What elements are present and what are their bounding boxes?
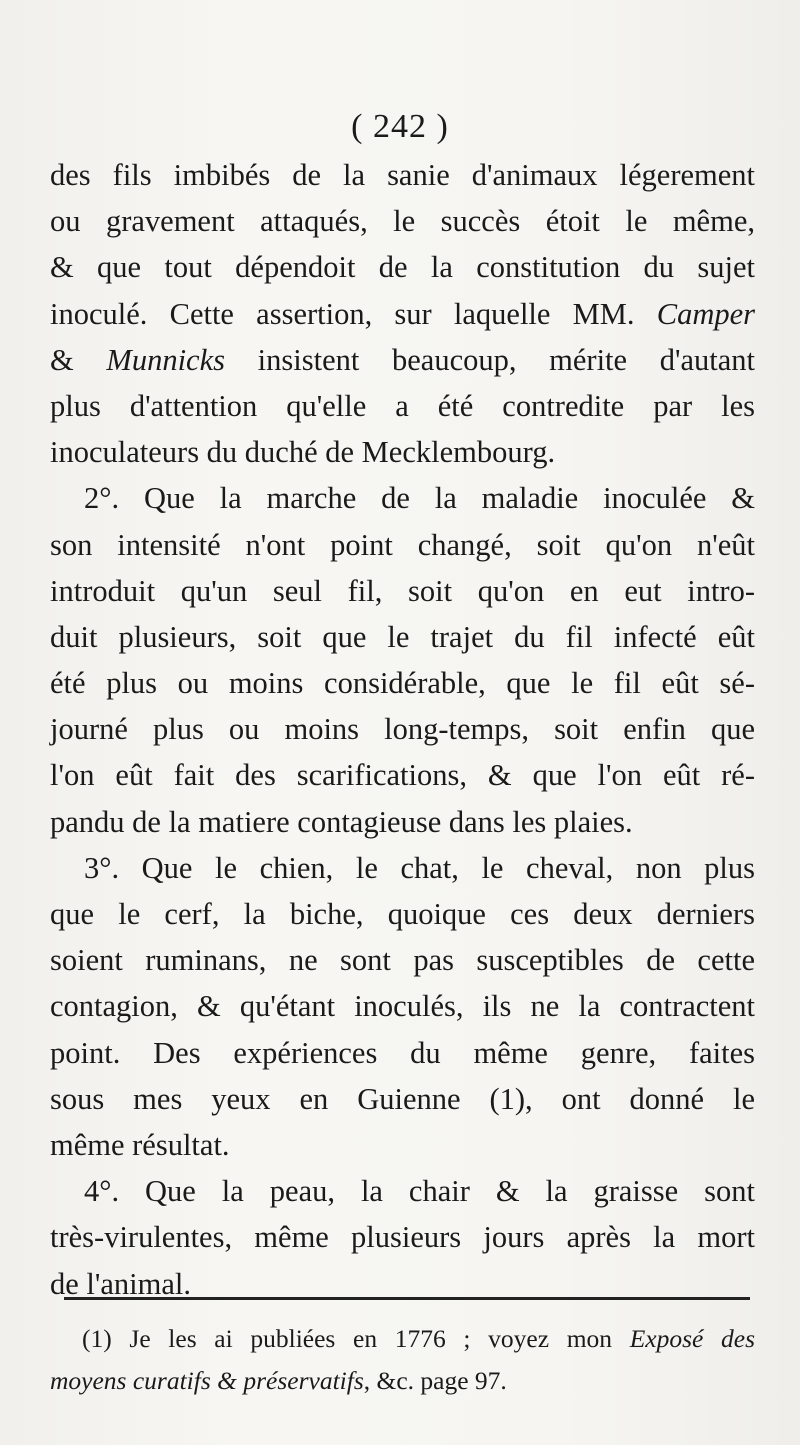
text-span: inoculé. Cette assertion, sur laquelle MM. xyxy=(50,296,635,331)
text-span: , &c. page 97. xyxy=(363,1366,507,1395)
text-line: son intensité n'ont point changé, soit qu'on n'eût xyxy=(50,527,755,562)
text-line: 4°. Que la peau, la chair & la graisse sont xyxy=(84,1174,755,1209)
footnote-rule xyxy=(64,1297,750,1300)
body-text xyxy=(50,152,755,1307)
text-line: & que tout dépendoit de la constitution du sujet xyxy=(50,250,755,285)
text-line: point. Des expériences du même genre, faites xyxy=(50,1035,755,1070)
text-span: & xyxy=(50,342,74,377)
text-span: (1) Je les ai publiées en 1776 ; voyez mon xyxy=(82,1324,613,1353)
text-line xyxy=(50,337,755,383)
paragraph-1 xyxy=(50,152,755,475)
text-line: été plus ou moins considérable, que le fil eût sé- xyxy=(50,666,755,701)
text-line: ou gravement attaqués, le succès étoit le même, xyxy=(50,204,755,239)
text-span: insistent beaucoup, mérite d'autant xyxy=(257,342,755,377)
title-expose: Exposé des xyxy=(629,1324,755,1353)
paragraph-4 xyxy=(50,1168,755,1307)
name-camper: Camper xyxy=(656,296,756,331)
text-line: introduit qu'un seul fil, soit qu'on en eut intro- xyxy=(50,573,755,608)
text-line: très-virulentes, même plusieurs jours après la mort xyxy=(50,1220,755,1255)
text-line: sous mes yeux en Guienne (1), ont donné le xyxy=(50,1081,755,1116)
text-line: même résultat. xyxy=(50,1127,230,1162)
text-line: que le cerf, la biche, quoique ces deux derniers xyxy=(50,897,755,931)
text-line: plus d'attention qu'elle a été contredite par les xyxy=(50,388,755,423)
page-number: ( 242 ) xyxy=(351,108,449,145)
paragraph-2 xyxy=(50,475,755,845)
text-line: pandu de la matiere contagieuse dans les plaies. xyxy=(50,804,633,839)
paragraph-3 xyxy=(50,845,755,1168)
text-line xyxy=(50,291,755,337)
text-line: soient ruminans, ne sont pas susceptibles de cette xyxy=(50,943,755,978)
text-line: 3°. Que le chien, le chat, le cheval, non plus xyxy=(84,850,755,885)
text-line: journé plus ou moins long-temps, soit enfin que xyxy=(50,712,755,747)
text-line: 2°. Que la marche de la maladie inoculée & xyxy=(84,481,755,516)
footnote-line xyxy=(50,1318,755,1360)
text-line: inoculateurs du duché de Mecklembourg. xyxy=(50,435,556,470)
footnote xyxy=(50,1318,755,1402)
text-line: l'on eût fait des scarifications, & que l'on eût ré- xyxy=(50,758,755,793)
text-line: duit plusieurs, soit que le trajet du fil infecté eût xyxy=(50,619,755,654)
title-moyens: moyens curatifs & préservatifs xyxy=(50,1366,364,1395)
text-line: contagion, & qu'étant inoculés, ils ne la contractent xyxy=(50,989,755,1024)
text-line: des fils imbibés de la sanie d'animaux légerement xyxy=(50,158,755,192)
text-line: de l'animal. xyxy=(50,1266,192,1301)
name-munnicks: Munnicks xyxy=(106,342,225,377)
footnote-line xyxy=(50,1360,755,1402)
